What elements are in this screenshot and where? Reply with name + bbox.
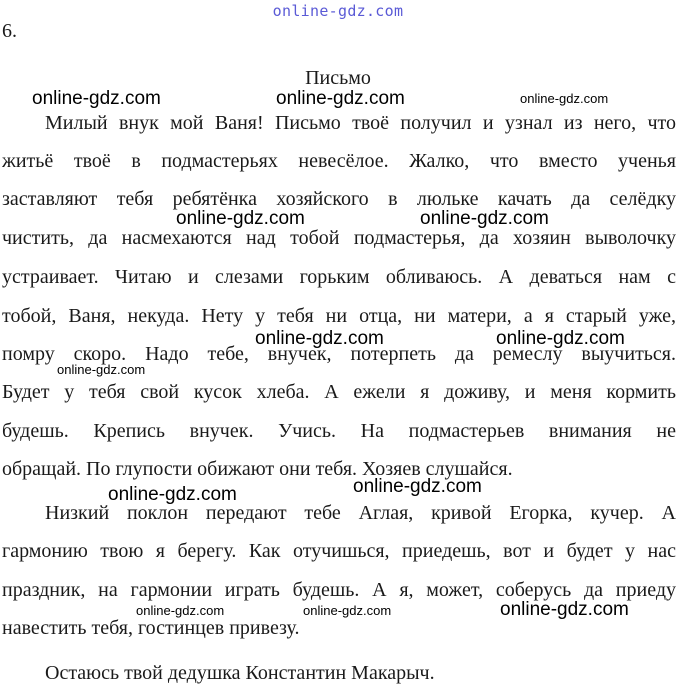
watermark: online-gdz.com — [500, 599, 629, 620]
letter-line: устраивает. Читаю и слезами горьким обливаюсь. А деваться нам с — [2, 266, 676, 288]
letter-closing: Остаюсь твой дедушка Константин Макарыч. — [45, 662, 435, 684]
watermark: online-gdz.com — [303, 603, 392, 618]
letter-line: Будет у тебя свой кусок хлеба. А ежели я доживу, и меня кормить — [2, 381, 676, 403]
letter-line: гармонию твою я берегу. Как отучишься, приедешь, вот и будет у нас — [2, 540, 676, 562]
letter-line: помру скоро. Надо тебе, внучек, потерпеть да ремеслу выучиться. — [2, 343, 676, 365]
watermark: online-gdz.com — [255, 328, 384, 349]
watermark: online-gdz.com — [136, 603, 225, 618]
letter-line: чистить, да насмехаются над тобой подмастерья, да хозяин выволочку — [2, 227, 676, 249]
letter-line: праздник, на гармонии играть будешь. А я, может, соберусь да приеду — [2, 579, 676, 601]
letter-line: Милый внук мой Ваня! Письмо твоё получил и узнал из него, что — [45, 112, 676, 134]
watermark: online-gdz.com — [496, 328, 625, 349]
site-header-link[interactable]: online-gdz.com — [272, 2, 404, 20]
letter-line: обращай. По глупости обижают они тебя. Хозяев слушайся. — [2, 458, 513, 480]
letter-line: навестить тебя, гостинцев привезу. — [2, 617, 300, 639]
watermark: online-gdz.com — [276, 88, 405, 109]
watermark: online-gdz.com — [108, 484, 237, 505]
letter-line: тобой, Ваня, некуда. Нету у тебя ни отца, ни матери, а я старый уже, — [2, 305, 676, 327]
watermark: online-gdz.com — [57, 362, 146, 377]
watermark: online-gdz.com — [32, 88, 161, 109]
watermark: online-gdz.com — [176, 208, 305, 229]
watermark: online-gdz.com — [353, 476, 482, 497]
letter-title: Письмо — [305, 67, 371, 89]
letter-line: будешь. Крепись внучек. Учись. На подмастерьев внимания не — [2, 420, 676, 442]
letter-line: Низкий поклон передают тебе Аглая, кривой Егорка, кучер. А — [45, 502, 676, 524]
watermark: online-gdz.com — [520, 91, 609, 106]
letter-line: заставляют тебя ребятёнка хозяйского в люльке качать да селёдку — [2, 188, 676, 210]
letter-line: житьё твоё в подмастерьях невесёлое. Жалко, что вместо ученья — [2, 150, 676, 172]
task-number: 6. — [2, 20, 17, 42]
watermark: online-gdz.com — [420, 208, 549, 229]
